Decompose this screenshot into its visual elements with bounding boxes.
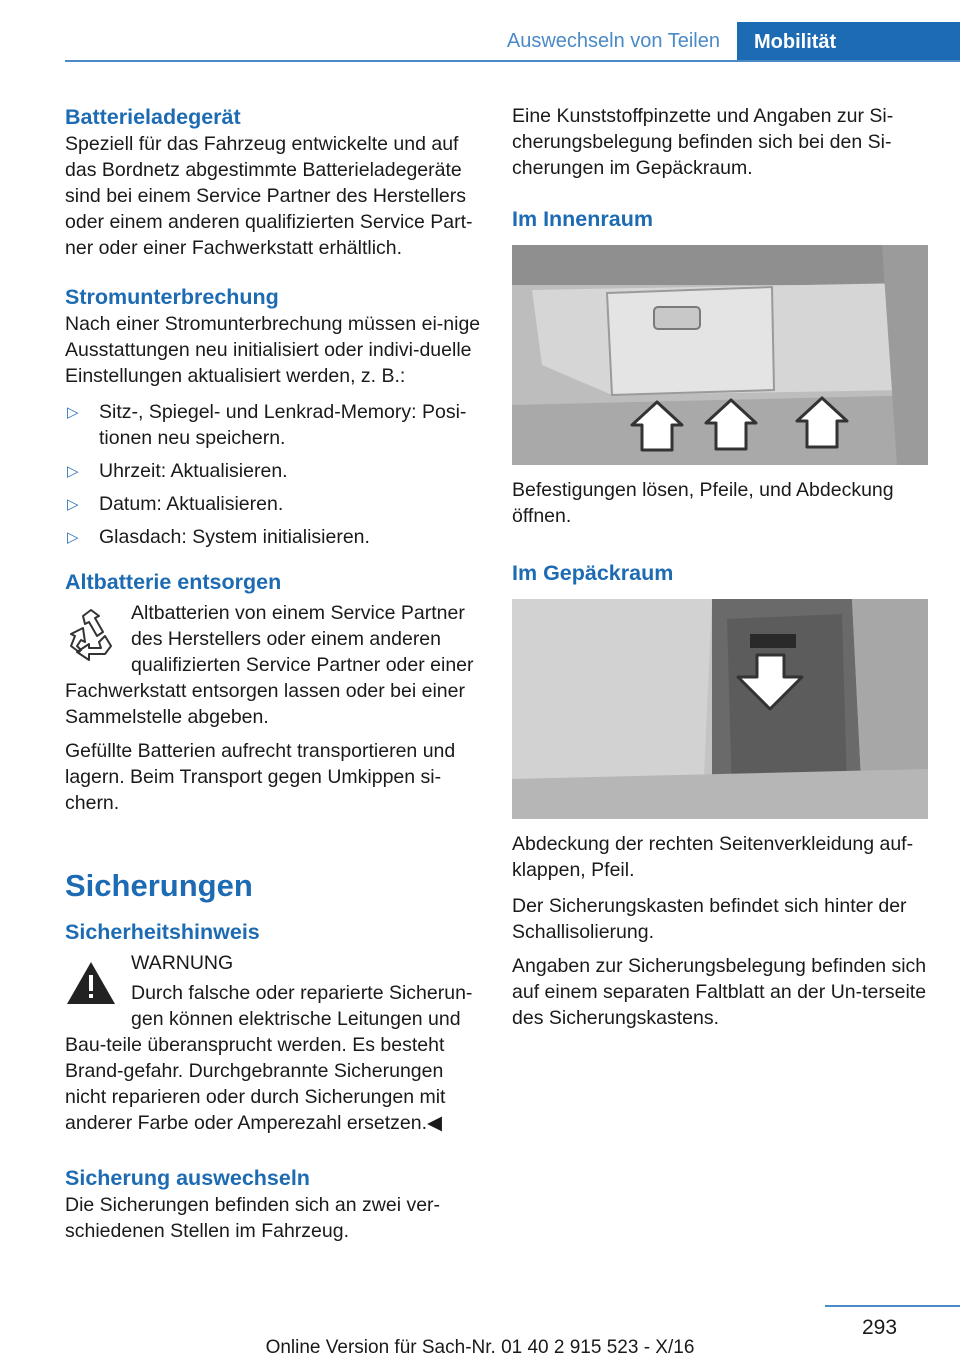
triangle-right-icon: ▷	[67, 463, 79, 480]
para-gefuellte-batterien: Gefüllte Batterien aufrecht transportieren und lagern. Beim Transport gegen Umkippen si‐chern.	[65, 740, 456, 814]
list-item-text: Uhrzeit: Aktualisieren.	[99, 460, 288, 482]
warning-icon	[65, 958, 117, 1008]
para-sicherung-auswechseln: Die Sicherungen befinden sich an zwei ver‐schiedenen Stellen im Fahrzeug.	[65, 1194, 441, 1242]
photo-trunk-panel	[512, 599, 928, 819]
caption-innenraum: Befestigungen lösen, Pfeile, und Abdeckung öffnen.	[512, 479, 894, 527]
list-item-text: Glasdach: System initialisieren.	[99, 526, 370, 548]
header-chapter-tab: Mobilität	[737, 22, 960, 62]
heading-sicherungen: Sicherungen	[65, 868, 253, 903]
para-kunststoffpinzette: Eine Kunststoffpinzette und Angaben zur Si‐cherungsbelegung befinden sich bei den Si‐cherungen im Gepäckraum.	[512, 105, 894, 179]
para-sicherungsbelegung: Angaben zur Sicherungsbelegung befinden sich auf einem separaten Faltblatt an der Un‐terseite des Sicherungskastens.	[512, 955, 927, 1029]
list-item	[65, 491, 481, 517]
heading-batterieladegeraet: Batterieladegerät	[65, 105, 241, 129]
recycle-block	[65, 600, 481, 730]
header-rule	[65, 60, 960, 62]
para-batterieladegeraet: Speziell für das Fahrzeug entwickelte und auf das Bordnetz abgestimmte Batterieladegeräte sind bei einem Service Partner des Herstellers oder einem anderen qualifizierten Service Part‐ner oder einer Fachwerkstatt erhältlich.	[65, 133, 473, 259]
list-item	[65, 524, 481, 550]
heading-innenraum: Im Innenraum	[512, 207, 653, 231]
online-version-note: Online Version für Sach-Nr. 01 40 2 915 523 - X/16	[265, 1337, 695, 1358]
heading-gepaeckraum: Im Gepäckraum	[512, 561, 674, 585]
triangle-right-icon: ▷	[67, 404, 79, 421]
list-item-text: Sitz-, Spiegel- und Lenkrad-Memory: Posi‐tionen neu speichern.	[99, 401, 467, 449]
warning-block	[65, 950, 481, 1136]
heading-stromunterbrechung: Stromunterbrechung	[65, 285, 279, 309]
photo-glovebox	[512, 245, 928, 465]
header-section-title: Auswechseln von Teilen	[506, 30, 720, 52]
settings-list	[65, 399, 481, 550]
right-column	[512, 103, 932, 1031]
footer-rule	[825, 1305, 960, 1307]
left-column	[65, 103, 481, 1244]
triangle-right-icon: ▷	[67, 529, 79, 546]
list-item	[65, 399, 481, 451]
heading-sicherung-auswechseln: Sicherung auswechseln	[65, 1166, 310, 1190]
para-stromunterbrechung: Nach einer Stromunterbrechung müssen ei‐nige Ausstattungen neu initialisiert oder indivi‐duelle Einstellungen aktualisiert werden, z. B.:	[65, 313, 481, 387]
warning-label: WARNUNG	[131, 952, 234, 974]
caption-gepaeckraum: Abdeckung der rechten Seitenverkleidung auf‐klappen, Pfeil.	[512, 833, 914, 881]
warning-text: Durch falsche oder reparierte Sicherun‐gen können elektrische Leitungen und Bau‐teile überansprucht werden. Es besteht Brand‐gefahr. Durchgebrannte Sicherungen nicht reparieren oder durch Sicherungen mit anderer Farbe oder Amperezahl ersetzen.◀	[65, 982, 473, 1134]
triangle-right-icon: ▷	[67, 496, 79, 513]
list-item	[65, 458, 481, 484]
para-sicherungskasten: Der Sicherungskasten befindet sich hinter der Schallisolierung.	[512, 895, 907, 943]
list-item-text: Datum: Aktualisieren.	[99, 493, 284, 515]
para-altbatterie: Altbatterien von einem Service Partner des Herstellers oder einem anderen qualifizierten Service Partner oder einer Fachwerkstatt entsorgen lassen oder bei einer Sammelstelle abgeben.	[65, 602, 474, 728]
heading-altbatterie: Altbatterie entsorgen	[65, 570, 282, 594]
recycle-icon	[65, 606, 117, 662]
heading-sicherheitshinweis: Sicherheitshinweis	[65, 920, 260, 944]
page-number: 293	[862, 1316, 898, 1339]
